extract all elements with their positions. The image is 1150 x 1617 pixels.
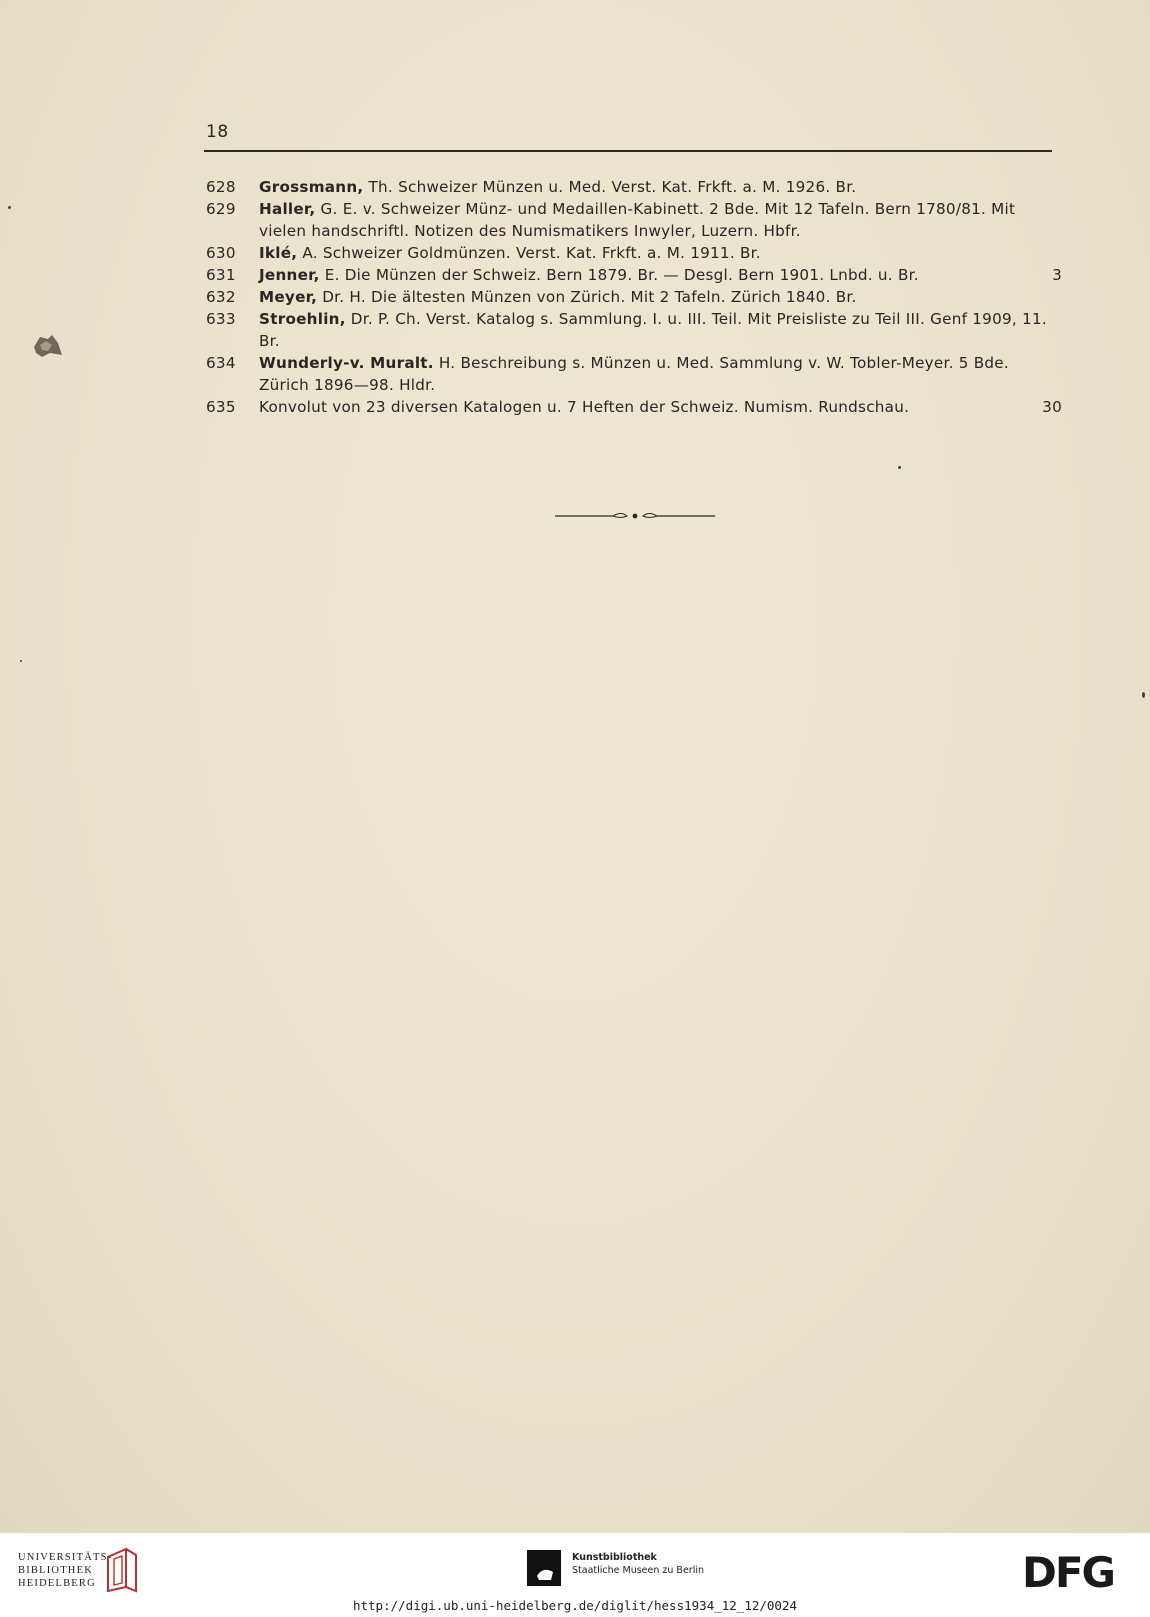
dfg-logo [1022, 1553, 1134, 1589]
entry-author: Stroehlin, [259, 310, 346, 328]
kunstbibliothek-label [572, 1551, 704, 1577]
catalog-entry [206, 242, 1062, 264]
entry-author: Jenner, [259, 266, 320, 284]
catalog-entry [206, 264, 1062, 286]
entry-text: Th. Schweizer Münzen u. Med. Verst. Kat. Frkft. a. M. 1926. Br. [363, 178, 857, 196]
university-line: UNIVERSITÄTS- [18, 1552, 113, 1563]
catalog-entry [206, 198, 1062, 242]
entry-body [259, 308, 1062, 352]
catalog-entry [206, 286, 1062, 308]
entry-text: A. Schweizer Goldmünzen. Verst. Kat. Frkft. a. M. 1911. Br. [297, 244, 761, 262]
paper-stain-icon [30, 333, 64, 359]
paper-speck [898, 466, 901, 469]
catalog-entry [206, 396, 1062, 418]
entry-body [259, 396, 1032, 418]
paper-speck [8, 206, 11, 209]
entry-number: 631 [206, 266, 236, 284]
entry-price: 3 [1052, 266, 1062, 284]
paper-speck [1142, 692, 1145, 698]
entry-body [259, 198, 1062, 242]
entry-body [259, 242, 1062, 264]
kunstbibliothek-logo-icon [527, 1550, 561, 1586]
entry-text: Dr. H. Die ältesten Münzen von Zürich. Mit 2 Tafeln. Zürich 1840. Br. [317, 288, 857, 306]
entry-price: 30 [1042, 398, 1062, 416]
entry-author: Wunderly-v. Muralt. [259, 354, 434, 372]
entry-number: 630 [206, 244, 236, 262]
catalog-entry [206, 352, 1062, 396]
catalog-entry [206, 308, 1062, 352]
entry-text: G. E. v. Schweizer Münz- und Medaillen-Kabinett. 2 Bde. Mit 12 Tafeln. Bern 1780/81. Mit vielen handschriftl. Notizen des Numismatikers Inwyler, Luzern. Hbfr. [259, 200, 1016, 240]
university-line: BIBLIOTHEK [18, 1565, 93, 1576]
entry-number: 629 [206, 200, 236, 218]
entry-number: 634 [206, 354, 236, 372]
university-line: HEIDELBERG [18, 1578, 96, 1589]
entry-number: 635 [206, 398, 236, 416]
library-subtitle: Staatliche Museen zu Berlin [572, 1565, 705, 1576]
divider-ornament-icon [555, 508, 715, 524]
dfg-logo-text: DFG [1022, 1553, 1115, 1589]
entry-number: 632 [206, 288, 236, 306]
entry-text: Dr. P. Ch. Verst. Katalog s. Sammlung. I. u. III. Teil. Mit Preisliste zu Teil III. Genf 1909, 11. Br. [259, 310, 1047, 350]
entry-author: Meyer, [259, 288, 318, 306]
heidelberg-library-label [18, 1551, 112, 1590]
entry-author: Haller, [259, 200, 316, 218]
catalog-entry [206, 176, 1062, 198]
entry-number: 628 [206, 178, 236, 196]
entry-body [259, 352, 1062, 396]
page-number: 18 [206, 122, 229, 142]
entry-text: Konvolut von 23 diversen Katalogen u. 7 Heften der Schweiz. Numism. Rundschau. [259, 398, 910, 416]
header-rule [204, 150, 1052, 152]
paper-speck [20, 660, 22, 662]
entry-author: Iklé, [259, 244, 298, 262]
library-name: Kunstbibliothek [572, 1552, 657, 1563]
entry-number: 633 [206, 310, 236, 328]
source-url[interactable]: http://digi.ub.uni-heidelberg.de/diglit/hess1934_12_12/0024 [352, 1598, 797, 1613]
entry-body [259, 264, 1032, 286]
entry-body [259, 176, 1062, 198]
heidelberg-logo-icon [104, 1547, 140, 1593]
entry-body [259, 286, 1062, 308]
entry-author: Grossmann, [259, 178, 364, 196]
entry-text: E. Die Münzen der Schweiz. Bern 1879. Br. — Desgl. Bern 1901. Lnbd. u. Br. [319, 266, 919, 284]
entry-text: H. Beschreibung s. Münzen u. Med. Sammlung v. W. Tobler-Meyer. 5 Bde. Zürich 1896—98. Hldr. [259, 354, 1009, 394]
catalog-entries [206, 176, 1062, 418]
